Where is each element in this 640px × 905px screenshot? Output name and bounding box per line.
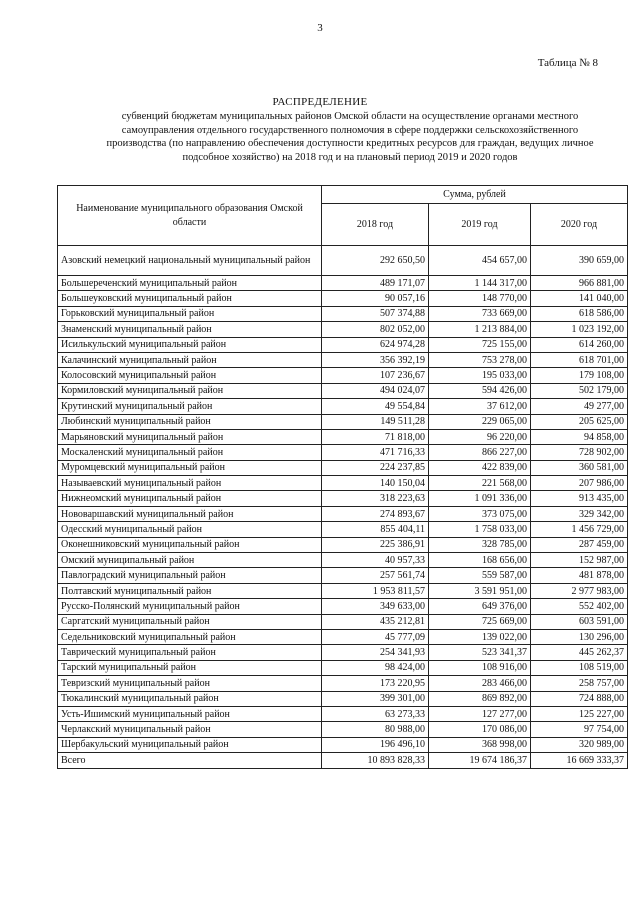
amount-2019: 753 278,00 — [429, 352, 531, 367]
document-title: РАСПРЕДЕЛЕНИЕ — [272, 96, 368, 108]
table-row — [58, 737, 628, 752]
district-name: Большереченский муниципальный район — [58, 276, 322, 291]
table-row — [58, 445, 628, 460]
amount-2019: 221 568,00 — [429, 476, 531, 491]
amount-2020: 614 260,00 — [531, 337, 628, 352]
district-name: Оконешниковский муниципальный район — [58, 537, 322, 552]
table-row — [58, 537, 628, 552]
amount-2019: 422 839,00 — [429, 460, 531, 475]
table-row — [58, 491, 628, 506]
district-name: Павлоградский муниципальный район — [58, 568, 322, 583]
amount-2019: 373 075,00 — [429, 506, 531, 521]
district-name: Тарский муниципальный район — [58, 660, 322, 675]
amount-2018: 196 496,10 — [322, 737, 429, 752]
amount-2018: 224 237,85 — [322, 460, 429, 475]
amount-2018: 507 374,88 — [322, 306, 429, 321]
amount-2018: 80 988,00 — [322, 722, 429, 737]
amount-2018: 1 953 811,57 — [322, 583, 429, 598]
district-name: Усть-Ишимский муниципальный район — [58, 706, 322, 721]
amount-2020: 205 625,00 — [531, 414, 628, 429]
district-name: Одесский муниципальный район — [58, 522, 322, 537]
amount-2019: 148 770,00 — [429, 291, 531, 306]
amount-2018: 494 024,07 — [322, 383, 429, 398]
amount-2019: 1 213 884,00 — [429, 322, 531, 337]
table-row — [58, 522, 628, 537]
table-row — [58, 368, 628, 383]
total-label: Всего — [58, 753, 322, 768]
total-2020: 16 669 333,37 — [531, 753, 628, 768]
district-name: Колосовский муниципальный район — [58, 368, 322, 383]
table-row — [58, 645, 628, 660]
amount-2018: 624 974,28 — [322, 337, 429, 352]
amount-2019: 139 022,00 — [429, 629, 531, 644]
district-name: Кормиловский муниципальный район — [58, 383, 322, 398]
amount-2019: 725 669,00 — [429, 614, 531, 629]
table-row — [58, 337, 628, 352]
amount-2019: 170 086,00 — [429, 722, 531, 737]
page-number: 3 — [317, 22, 323, 34]
district-name: Саргатский муниципальный район — [58, 614, 322, 629]
amount-2019: 195 033,00 — [429, 368, 531, 383]
district-name: Марьяновский муниципальный район — [58, 429, 322, 444]
district-name: Москаленский муниципальный район — [58, 445, 322, 460]
amount-2020: 728 902,00 — [531, 445, 628, 460]
header-sum: Сумма, рублей — [322, 186, 628, 204]
amount-2018: 435 212,81 — [322, 614, 429, 629]
amount-2020: 966 881,00 — [531, 276, 628, 291]
amount-2018: 802 052,00 — [322, 322, 429, 337]
table-row — [58, 660, 628, 675]
amount-2018: 274 893,67 — [322, 506, 429, 521]
total-row — [58, 753, 628, 768]
table-row — [58, 291, 628, 306]
district-name: Знаменский муниципальный район — [58, 322, 322, 337]
table-row — [58, 599, 628, 614]
table-row — [58, 691, 628, 706]
amount-2020: 390 659,00 — [531, 246, 628, 276]
district-name: Нововаршавский муниципальный район — [58, 506, 322, 521]
table-row — [58, 553, 628, 568]
amount-2020: 49 277,00 — [531, 399, 628, 414]
amount-2019: 229 065,00 — [429, 414, 531, 429]
amount-2018: 399 301,00 — [322, 691, 429, 706]
table-row — [58, 399, 628, 414]
amount-2018: 98 424,00 — [322, 660, 429, 675]
amount-2020: 2 977 983,00 — [531, 583, 628, 598]
amount-2020: 287 459,00 — [531, 537, 628, 552]
header-year-2018: 2018 год — [322, 204, 429, 246]
district-name: Любинский муниципальный район — [58, 414, 322, 429]
district-name: Муромцевский муниципальный район — [58, 460, 322, 475]
district-name: Тюкалинский муниципальный район — [58, 691, 322, 706]
district-name: Калачинский муниципальный район — [58, 352, 322, 367]
amount-2020: 502 179,00 — [531, 383, 628, 398]
table-row — [58, 568, 628, 583]
district-name: Называевский муниципальный район — [58, 476, 322, 491]
amount-2020: 618 586,00 — [531, 306, 628, 321]
district-name: Шербакульский муниципальный район — [58, 737, 322, 752]
amount-2019: 866 227,00 — [429, 445, 531, 460]
district-name: Седельниковский муниципальный район — [58, 629, 322, 644]
amount-2020: 603 591,00 — [531, 614, 628, 629]
amount-2020: 552 402,00 — [531, 599, 628, 614]
amount-2018: 71 818,00 — [322, 429, 429, 444]
table-row — [58, 629, 628, 644]
table-row — [58, 706, 628, 721]
amount-2020: 179 108,00 — [531, 368, 628, 383]
amount-2019: 1 144 317,00 — [429, 276, 531, 291]
district-name: Полтавский муниципальный район — [58, 583, 322, 598]
amount-2020: 125 227,00 — [531, 706, 628, 721]
table-row — [58, 614, 628, 629]
amount-2018: 107 236,67 — [322, 368, 429, 383]
amount-2019: 127 277,00 — [429, 706, 531, 721]
amount-2019: 559 587,00 — [429, 568, 531, 583]
amount-2018: 63 273,33 — [322, 706, 429, 721]
amount-2018: 855 404,11 — [322, 522, 429, 537]
amount-2019: 1 758 033,00 — [429, 522, 531, 537]
district-name: Омский муниципальный район — [58, 553, 322, 568]
amount-2018: 40 957,33 — [322, 553, 429, 568]
amount-2020: 913 435,00 — [531, 491, 628, 506]
table-row — [58, 429, 628, 444]
amount-2020: 94 858,00 — [531, 429, 628, 444]
district-name: Азовский немецкий национальный муниципальный район — [58, 246, 322, 276]
amount-2018: 489 171,07 — [322, 276, 429, 291]
table-row — [58, 306, 628, 321]
amount-2019: 733 669,00 — [429, 306, 531, 321]
amount-2019: 454 657,00 — [429, 246, 531, 276]
amount-2020: 360 581,00 — [531, 460, 628, 475]
table-label: Таблица № 8 — [537, 57, 598, 69]
table-row — [58, 583, 628, 598]
total-2018: 10 893 828,33 — [322, 753, 429, 768]
amount-2018: 149 511,28 — [322, 414, 429, 429]
amount-2020: 618 701,00 — [531, 352, 628, 367]
table-row — [58, 246, 628, 276]
amount-2019: 96 220,00 — [429, 429, 531, 444]
district-name: Нижнеомский муниципальный район — [58, 491, 322, 506]
table-row — [58, 506, 628, 521]
district-name: Горьковский муниципальный район — [58, 306, 322, 321]
amount-2020: 130 296,00 — [531, 629, 628, 644]
district-name: Черлакский муниципальный район — [58, 722, 322, 737]
header-year-2020: 2020 год — [531, 204, 628, 246]
amount-2019: 37 612,00 — [429, 399, 531, 414]
amount-2020: 141 040,00 — [531, 291, 628, 306]
amount-2018: 225 386,91 — [322, 537, 429, 552]
amount-2019: 523 341,37 — [429, 645, 531, 660]
amount-2020: 207 986,00 — [531, 476, 628, 491]
table-row — [58, 676, 628, 691]
amount-2018: 90 057,16 — [322, 291, 429, 306]
table-row — [58, 352, 628, 367]
amount-2019: 283 466,00 — [429, 676, 531, 691]
amount-2018: 356 392,19 — [322, 352, 429, 367]
table-row — [58, 276, 628, 291]
amount-2020: 1 023 192,00 — [531, 322, 628, 337]
amount-2020: 258 757,00 — [531, 676, 628, 691]
distribution-table — [57, 185, 628, 769]
district-name: Русско-Полянский муниципальный район — [58, 599, 322, 614]
total-2019: 19 674 186,37 — [429, 753, 531, 768]
amount-2019: 1 091 336,00 — [429, 491, 531, 506]
district-name: Исилькульский муниципальный район — [58, 337, 322, 352]
amount-2020: 97 754,00 — [531, 722, 628, 737]
amount-2020: 724 888,00 — [531, 691, 628, 706]
amount-2018: 254 341,93 — [322, 645, 429, 660]
amount-2018: 173 220,95 — [322, 676, 429, 691]
amount-2018: 292 650,50 — [322, 246, 429, 276]
header-name: Наименование муниципального образования Омской области — [58, 186, 322, 246]
table-row — [58, 476, 628, 491]
table-row — [58, 322, 628, 337]
amount-2020: 329 342,00 — [531, 506, 628, 521]
amount-2019: 3 591 951,00 — [429, 583, 531, 598]
district-name: Тевризский муниципальный район — [58, 676, 322, 691]
amount-2019: 869 892,00 — [429, 691, 531, 706]
amount-2020: 1 456 729,00 — [531, 522, 628, 537]
document-subtitle: субвенций бюджетам муниципальных районов Омской области на осуществление органами местного самоуправления отдельного государственного полномочия в сфере поддержки сельскохозяйственного производства (по направлению обеспечения доступности кредитных ресурсов для граждан, ведущих личное подсобное хозяйство) на 2018 год и на плановый период 2019 и 2020 годов — [106, 111, 594, 163]
amount-2020: 152 987,00 — [531, 553, 628, 568]
amount-2019: 328 785,00 — [429, 537, 531, 552]
amount-2019: 594 426,00 — [429, 383, 531, 398]
amount-2018: 318 223,63 — [322, 491, 429, 506]
amount-2018: 45 777,09 — [322, 629, 429, 644]
table-row — [58, 722, 628, 737]
amount-2020: 445 262,37 — [531, 645, 628, 660]
table-row — [58, 460, 628, 475]
amount-2018: 49 554,84 — [322, 399, 429, 414]
amount-2020: 320 989,00 — [531, 737, 628, 752]
table-row — [58, 383, 628, 398]
amount-2019: 725 155,00 — [429, 337, 531, 352]
amount-2019: 649 376,00 — [429, 599, 531, 614]
district-name: Большеуковский муниципальный район — [58, 291, 322, 306]
amount-2020: 481 878,00 — [531, 568, 628, 583]
amount-2018: 349 633,00 — [322, 599, 429, 614]
amount-2018: 257 561,74 — [322, 568, 429, 583]
table-row — [58, 414, 628, 429]
amount-2019: 368 998,00 — [429, 737, 531, 752]
district-name: Таврический муниципальный район — [58, 645, 322, 660]
header-year-2019: 2019 год — [429, 204, 531, 246]
district-name: Крутинский муниципальный район — [58, 399, 322, 414]
amount-2019: 168 656,00 — [429, 553, 531, 568]
amount-2019: 108 916,00 — [429, 660, 531, 675]
amount-2020: 108 519,00 — [531, 660, 628, 675]
amount-2018: 471 716,33 — [322, 445, 429, 460]
amount-2018: 140 150,04 — [322, 476, 429, 491]
